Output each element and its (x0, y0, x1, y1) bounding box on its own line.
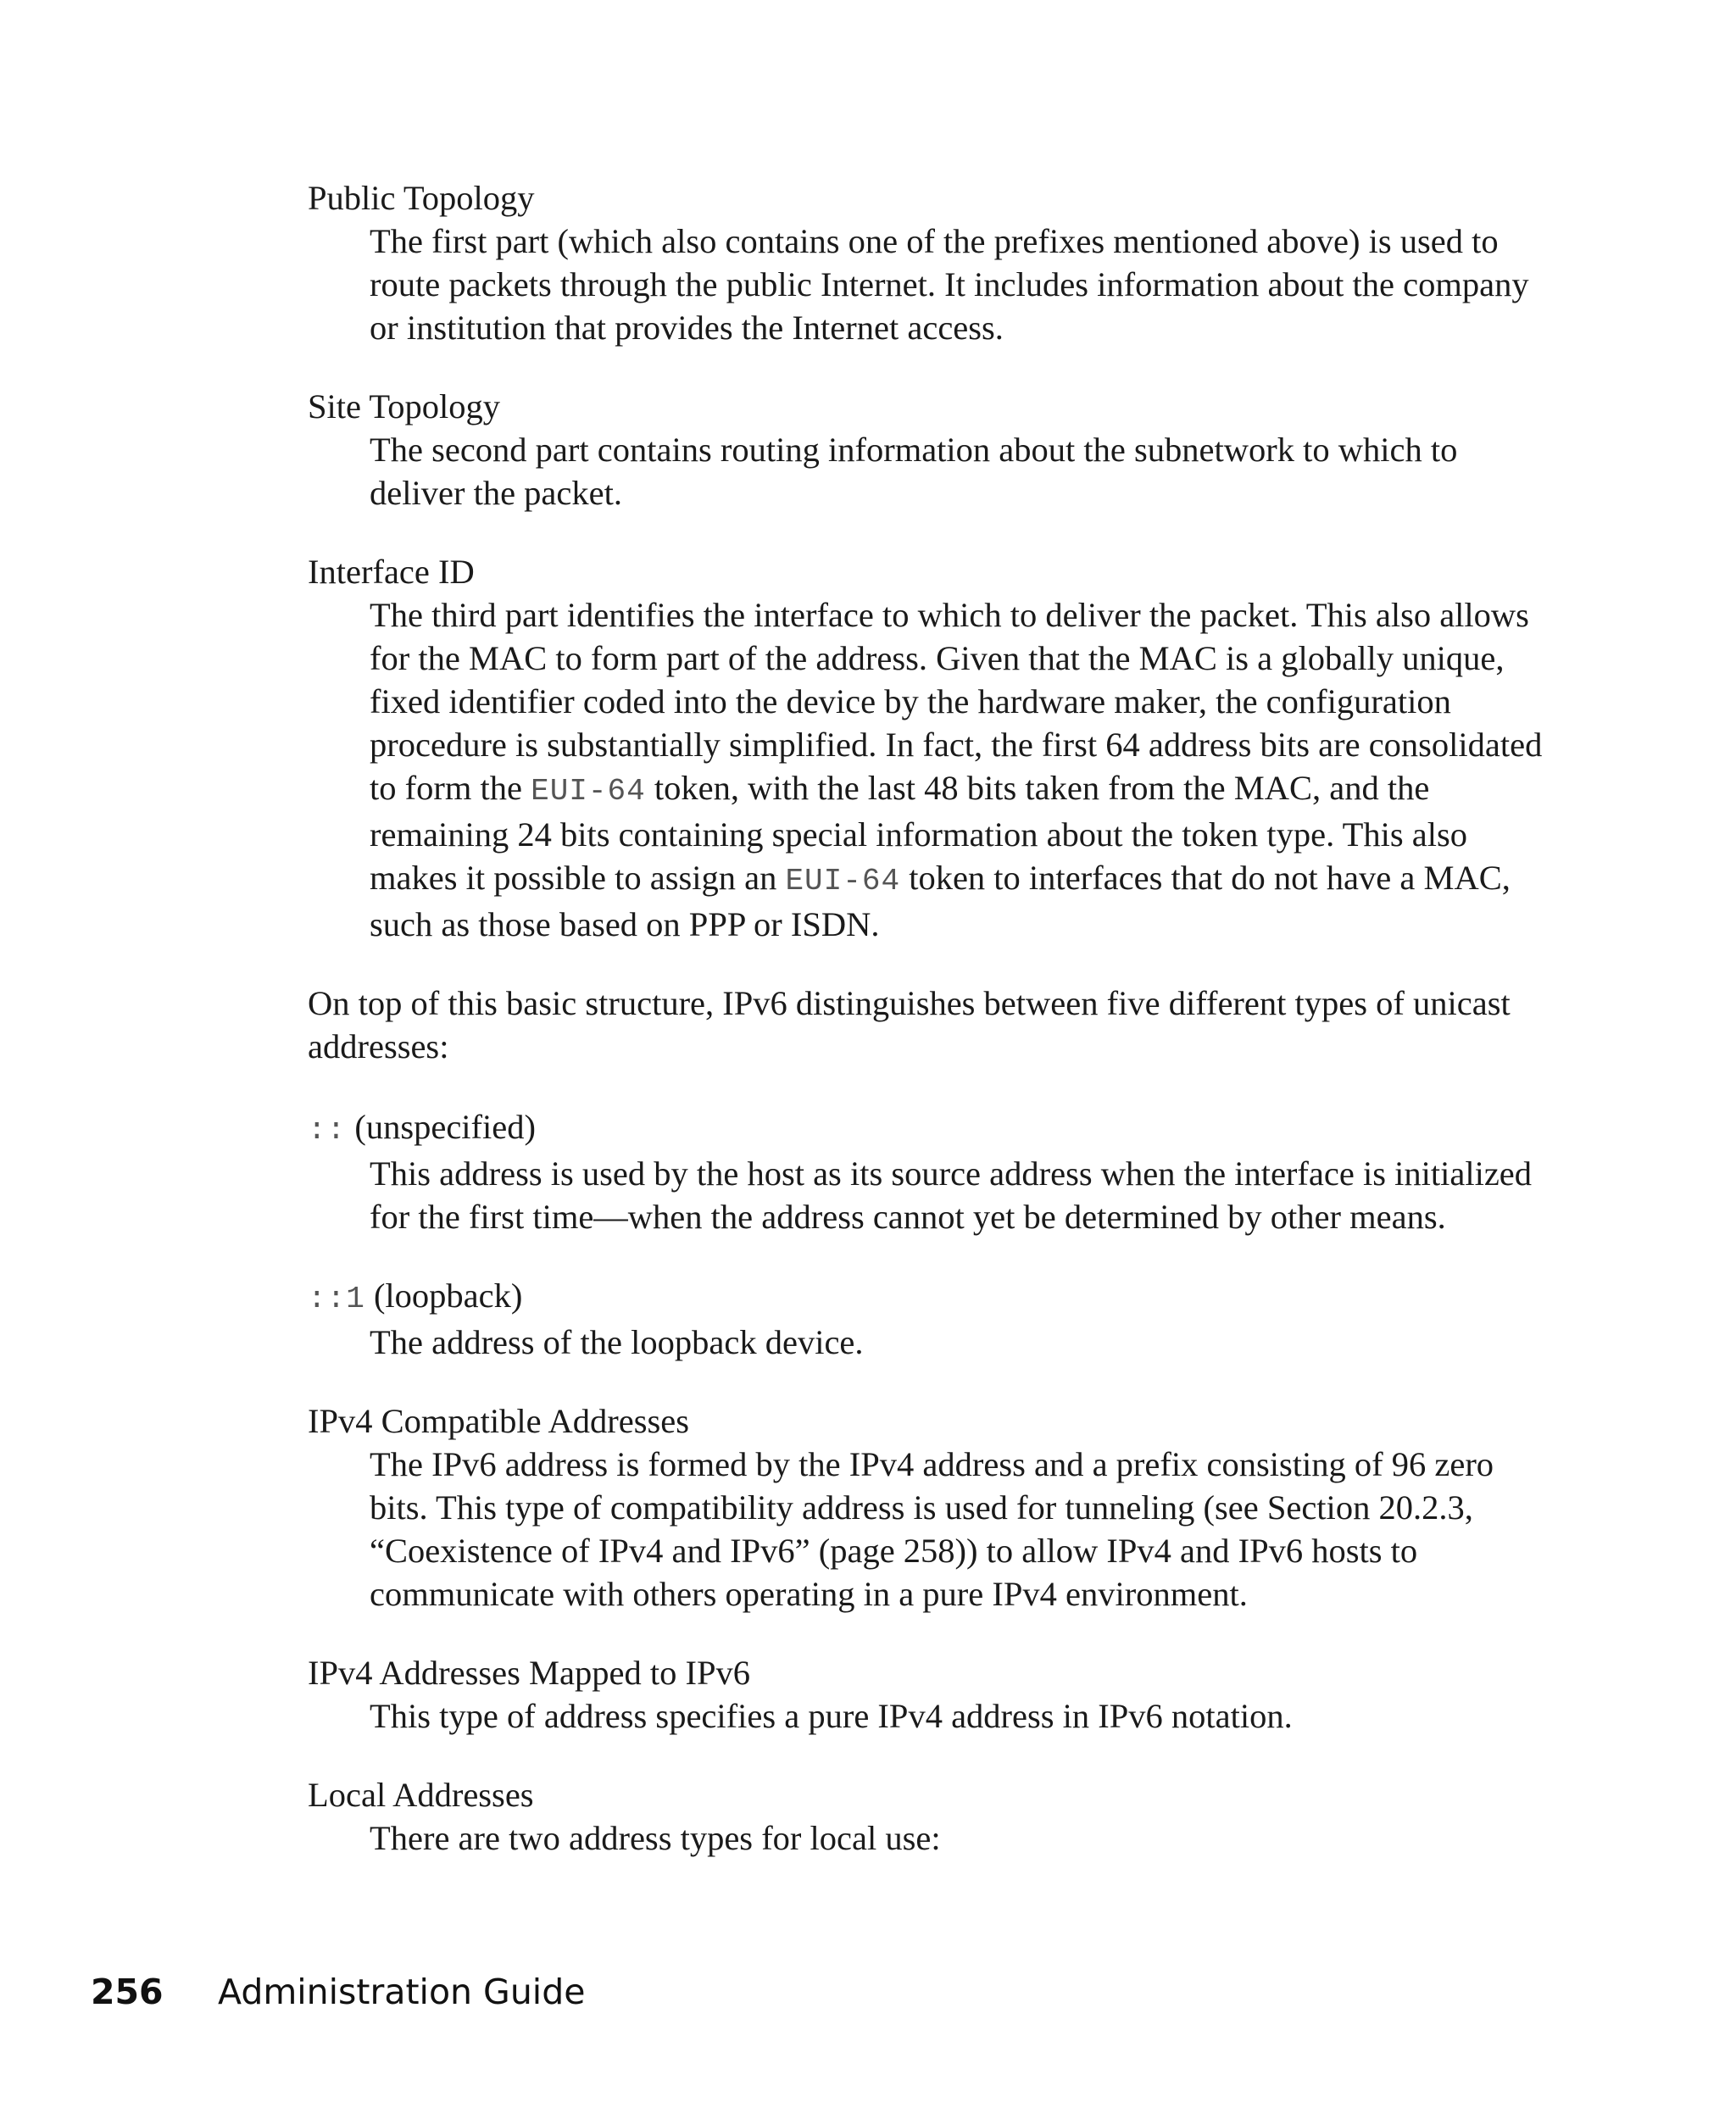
definition-ipv4-compatible: The IPv6 address is formed by the IPv4 address and a prefix consisting of 96 zero bits. This type of compatibility address is used for tunneling (see Section 20.2.3, “Coexistence of IPv4 and IPv6” (page 258)) to allow IPv4 and IPv6 hosts to communicate with others operating in a pure IPv4 environment. (370, 1445, 1494, 1613)
interface-id-text-3: token to interfaces that do not have a MAC, such as those based on PPP or ISDN. (370, 859, 1511, 943)
term-site-topology: Site Topology (308, 387, 501, 425)
interface-id-text-1: The third part identifies the interface to which to deliver the packet. This also allows for the MAC to form part of the address. Given that the MAC is a globally unique, fixed identifier coded into the device by the hardware maker, the configuration procedure is substantially simplified. In fact, the first 64 address bits are consolidated to form the (370, 596, 1543, 807)
definition-loopback: The address of the loopback device. (370, 1323, 864, 1361)
page-footer (91, 1966, 585, 2017)
interface-id-text-2: token, with the last 48 bits taken from the MAC, and the remaining 24 bits containing special information about the token type. This also makes it possible to assign an (370, 769, 1467, 897)
term-public-topology: Public Topology (308, 179, 535, 217)
term-interface-id: Interface ID (308, 553, 475, 591)
definition-local-addresses: There are two address types for local use: (370, 1819, 941, 1857)
term-ipv4-mapped: IPv4 Addresses Mapped to IPv6 (308, 1654, 750, 1692)
definition-site-topology: The second part contains routing information about the subnetwork to which to deliver the packet. (370, 431, 1458, 512)
code-unspecified: :: (308, 1113, 347, 1148)
code-eui64-2: EUI-64 (785, 864, 901, 898)
definition-public-topology: The first part (which also contains one of the prefixes mentioned above) is used to route packets through the public Internet. It includes information about the company or institution that provides the Internet access. (370, 222, 1529, 347)
definition-ipv4-mapped: This type of address specifies a pure IPv4 address in IPv6 notation. (370, 1697, 1293, 1735)
label-unspecified: (unspecified) (354, 1108, 536, 1146)
term-unspecified (308, 1105, 1545, 1152)
page-body (308, 176, 1545, 1895)
definition-unspecified: This address is used by the host as its source address when the interface is initialized for the first time—when the address cannot yet be determined by other means. (370, 1154, 1533, 1236)
page-number: 256 (91, 1972, 164, 2012)
definition-interface-id (370, 593, 1545, 946)
code-eui64-1: EUI-64 (531, 774, 646, 809)
code-loopback: ::1 (308, 1282, 365, 1316)
book-title: Administration Guide (218, 1972, 586, 2012)
term-local-addresses: Local Addresses (308, 1776, 534, 1814)
term-ipv4-compatible: IPv4 Compatible Addresses (308, 1402, 689, 1440)
intro-paragraph: On top of this basic structure, IPv6 distinguishes between five different types of unicast addresses: (308, 984, 1511, 1065)
label-loopback: (loopback) (373, 1276, 523, 1315)
term-loopback (308, 1274, 1545, 1321)
